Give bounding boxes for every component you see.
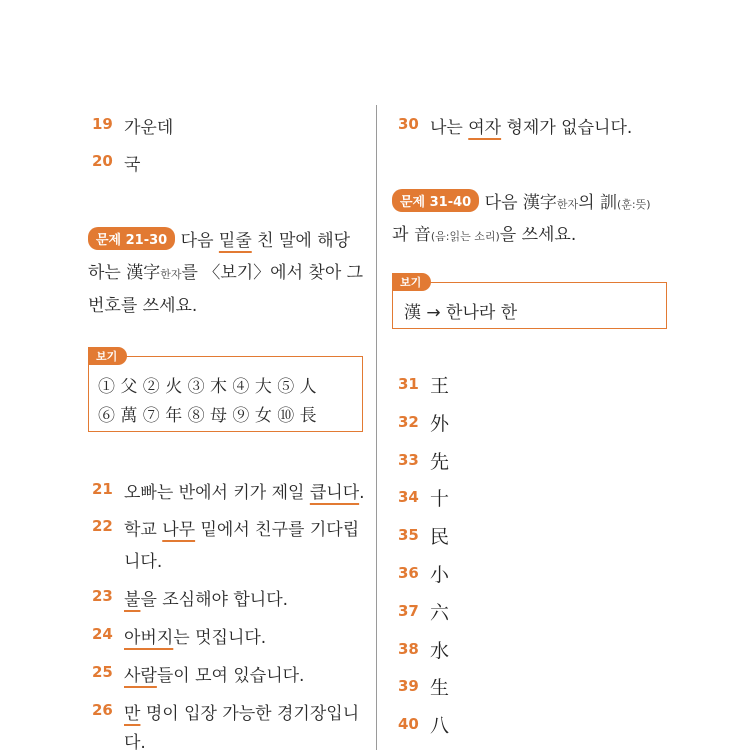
question-number: 25 [92, 663, 113, 681]
hanja-character: 八 [430, 715, 450, 737]
question-number: 40 [398, 715, 419, 733]
question-text: 학교 나무 밑에서 친구를 기다립 [124, 520, 360, 540]
section-badge: 문제 31-40 [392, 189, 479, 212]
example-row: ⑥ 萬 ⑦ 年 ⑧ 母 ⑨ 女 ⑩ 長 [98, 406, 317, 426]
question-number: 26 [92, 701, 113, 719]
question-text: 사람들이 모여 있습니다. [124, 666, 305, 686]
example-box [392, 276, 667, 329]
hanja-character: 民 [430, 526, 450, 548]
question-number: 39 [398, 677, 419, 695]
column-divider [376, 105, 377, 750]
hanja-character: 王 [430, 375, 450, 397]
question-number: 36 [398, 564, 419, 582]
instruction-line: 하는 漢字한자를 〈보기〉에서 찾아 그 [88, 263, 364, 283]
question-text: 가운데 [124, 118, 174, 138]
question-text: 만 명이 입장 가능한 경기장입니 [124, 704, 360, 724]
question-text: 오빠는 반에서 키가 제일 큽니다. [124, 483, 365, 503]
instruction-line: 문제 31-40 다음 漢字한자의 訓(훈:뜻) [392, 188, 651, 213]
question-text: 국 [124, 155, 141, 175]
question-text: 불을 조심해야 합니다. [124, 590, 289, 610]
question-number: 20 [92, 152, 113, 170]
example-tag: 보기 [392, 273, 431, 291]
hanja-character: 水 [430, 640, 450, 662]
question-number: 34 [398, 488, 419, 506]
question-number: 22 [92, 517, 113, 535]
question-number: 37 [398, 602, 419, 620]
question-text: 아버지는 멋집니다. [124, 628, 267, 648]
question-number: 30 [398, 115, 419, 133]
question-number: 31 [398, 375, 419, 393]
question-text-continued: 니다. [124, 552, 163, 572]
instruction-line: 번호를 쓰세요. [88, 296, 198, 316]
question-number: 23 [92, 587, 113, 605]
section-badge: 문제 21-30 [88, 227, 175, 250]
hanja-character: 生 [430, 677, 450, 699]
question-number: 19 [92, 115, 113, 133]
example-row: ① 父 ② 火 ③ 木 ④ 大 ⑤ 人 [98, 377, 317, 397]
question-text-continued: 다. [124, 733, 146, 753]
question-number: 38 [398, 640, 419, 658]
instruction-line: 문제 21-30 다음 밑줄 친 말에 해당 [88, 226, 350, 251]
example-box [88, 350, 363, 432]
question-number: 32 [398, 413, 419, 431]
question-number: 21 [92, 480, 113, 498]
example-tag: 보기 [88, 347, 127, 365]
hanja-character: 外 [430, 413, 450, 435]
question-number: 24 [92, 625, 113, 643]
question-text: 나는 여자 형제가 없습니다. [430, 118, 633, 138]
question-number: 33 [398, 451, 419, 469]
question-number: 35 [398, 526, 419, 544]
hanja-character: 十 [430, 488, 450, 510]
hanja-character: 六 [430, 602, 450, 624]
hanja-character: 先 [430, 451, 450, 473]
example-row: 漢 → 한나라 한 [404, 303, 518, 323]
hanja-character: 小 [430, 564, 450, 586]
instruction-line: 과 音(음:읽는 소리)을 쓰세요. [392, 225, 577, 245]
